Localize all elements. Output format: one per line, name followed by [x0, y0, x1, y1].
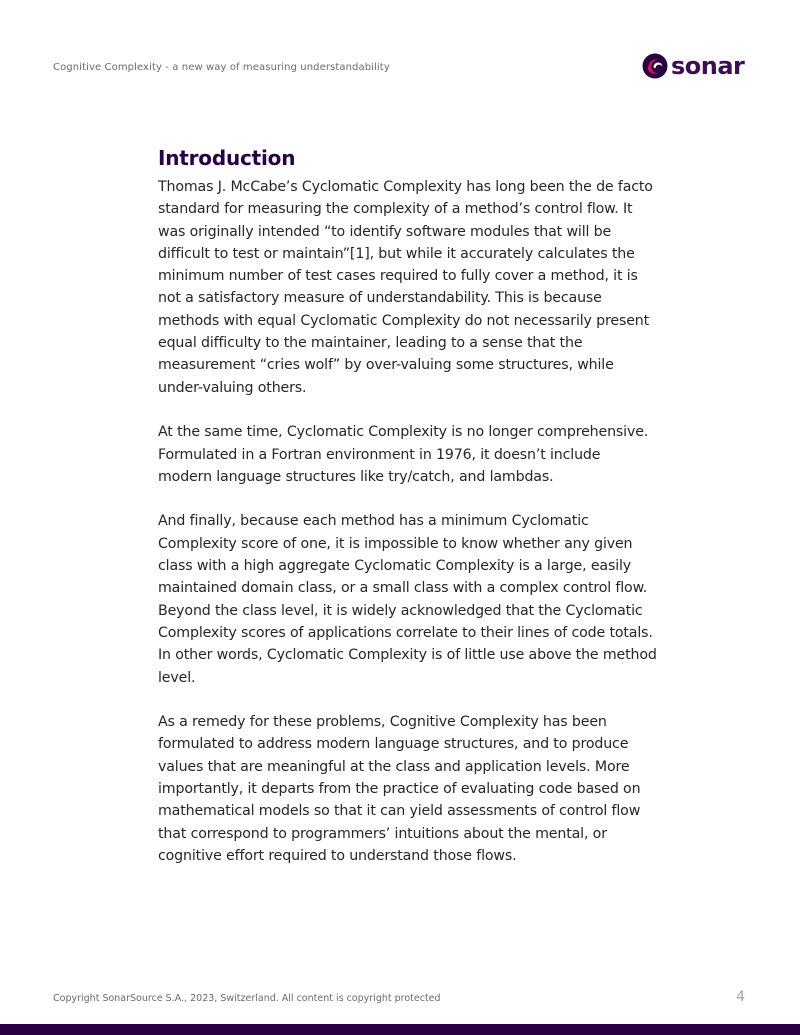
section-heading: Introduction [158, 146, 296, 170]
body-paragraph: At the same time, Cyclomatic Complexity is no longer comprehensive. Formulated in a Fortran environment in 1976, it doesn’t include modern language structures like try/catch, and lambdas. [158, 424, 649, 485]
footer-copyright: Copyright SonarSource S.A., 2023, Switzerland. All content is copyright protected [53, 993, 441, 1004]
header-doc-title: Cognitive Complexity - a new way of measuring understandability [53, 62, 390, 73]
page-number: 4 [736, 989, 745, 1005]
document-body [158, 143, 658, 867]
sonar-swirl-icon [641, 52, 669, 80]
body-paragraph: And finally, because each method has a minimum Cyclomatic Complexity score of one, it is impossible to know whether any given class with a high aggregate Cyclomatic Complexity is a large, easily maintained domain class, or a small class with a complex control flow. Beyond the class level, it is widely acknowledged that the Cyclomatic Complexity scores of applications correlate to their lines of code totals. In other words, Cyclomatic Complexity is of little use above the method level. [158, 513, 657, 686]
sonar-logo [641, 50, 744, 82]
body-paragraph: Thomas J. McCabe’s Cyclomatic Complexity has long been the de facto standard for measuring the complexity of a method’s control flow. It was originally intended “to identify software modules that will be difficult to test or maintain”[1], but while it accurately calculates the minimum number of test cases required to fully cover a method, it is not a satisfactory measure of understandability. This is because methods with equal Cyclomatic Complexity do not necessarily present equal difficulty to the maintainer, leading to a sense that the measurement “cries wolf” by over-valuing some structures, while under-valuing others. [158, 179, 653, 396]
sonar-logo-text: sonar [671, 52, 745, 80]
footer-brand-bar [0, 1024, 800, 1035]
body-paragraph: As a remedy for these problems, Cognitive Complexity has been formulated to address modern language structures, and to produce values that are meaningful at the class and application levels. More importantly, it departs from the practice of evaluating code based on mathematical models so that it can yield assessments of control flow that correspond to programmers’ intuitions about the mental, or cognitive effort required to understand those flows. [158, 714, 641, 864]
